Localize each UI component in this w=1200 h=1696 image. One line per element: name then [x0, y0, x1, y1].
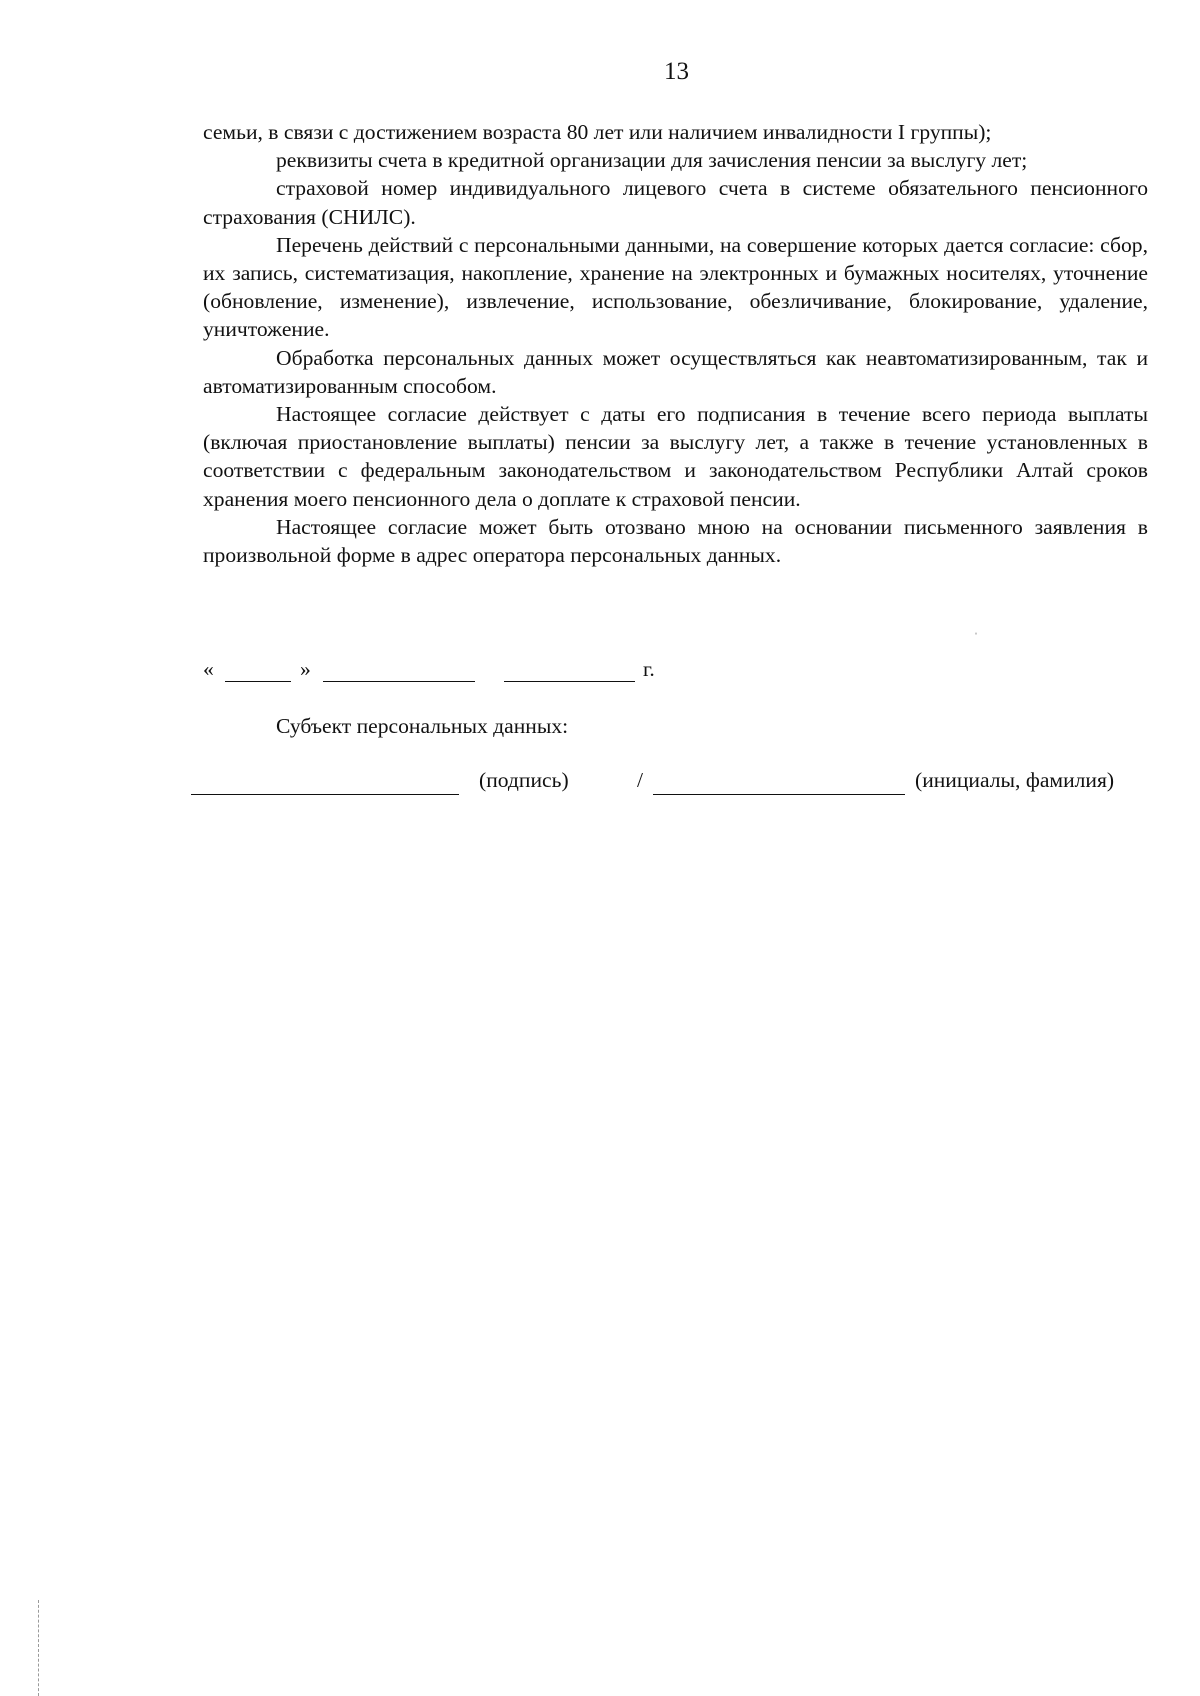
paragraph-snils: страховой номер индивидуального лицевого счета в системе обязательного пенсионного страхования (СНИЛС). — [203, 176, 1148, 229]
paragraph-family: семьи, в связи с достижением возраста 80 лет или наличием инвалидности I группы); — [203, 120, 992, 144]
signature-label: (подпись) — [479, 768, 569, 792]
day-blank[interactable] — [225, 681, 291, 682]
paragraph-validity: Настоящее согласие действует с даты его подписания в течение всего периода выплаты (включая приостановление выплаты) пенсии за выслугу лет, а также в течение установленных в соответствии с федеральным законодательством и законодательством Республики Алтай сроков хранения моего пенсионного дела о доплате к страховой пенсии. — [203, 402, 1148, 511]
paragraph-actions: Перечень действий с персональными данными, на совершение которых дается согласие: сбор, их запись, систематизация, накопление, хранение на электронных и бумажных носителях, уточнение (обновление, изменение), извлечение, использование, обезличивание, блокирование, удаление, уничтожение. — [203, 232, 1148, 342]
date-open-quote: « — [203, 657, 214, 681]
name-label: (инициалы, фамилия) — [915, 768, 1115, 792]
paragraph-bank-details: реквизиты счета в кредитной организации для зачисления пенсии за выслугу лет; — [276, 148, 1028, 173]
date-line — [203, 657, 703, 687]
signature-line — [0, 768, 1200, 802]
page-number: 13 — [664, 58, 689, 85]
signature-blank[interactable] — [191, 794, 459, 795]
month-blank[interactable] — [323, 681, 475, 682]
year-blank[interactable] — [504, 681, 635, 682]
scan-edge-marks — [38, 1600, 40, 1696]
year-suffix: г. — [643, 657, 655, 681]
name-blank[interactable] — [653, 794, 905, 795]
signature-separator: / — [637, 768, 643, 792]
paragraph-revocation: Настоящее согласие может быть отозвано мною на основании письменного заявления в произвольной форме в адрес оператора персональных данных. — [203, 514, 1148, 568]
paragraph-processing: Обработка персональных данных может осуществляться как неавтоматизированным, так и автоматизированным способом. — [203, 345, 1148, 398]
date-close-quote: » — [300, 657, 311, 681]
document-body — [203, 118, 1148, 569]
scan-mark: ˈ — [974, 630, 978, 644]
subject-label: Субъект персональных данных: — [276, 714, 569, 738]
